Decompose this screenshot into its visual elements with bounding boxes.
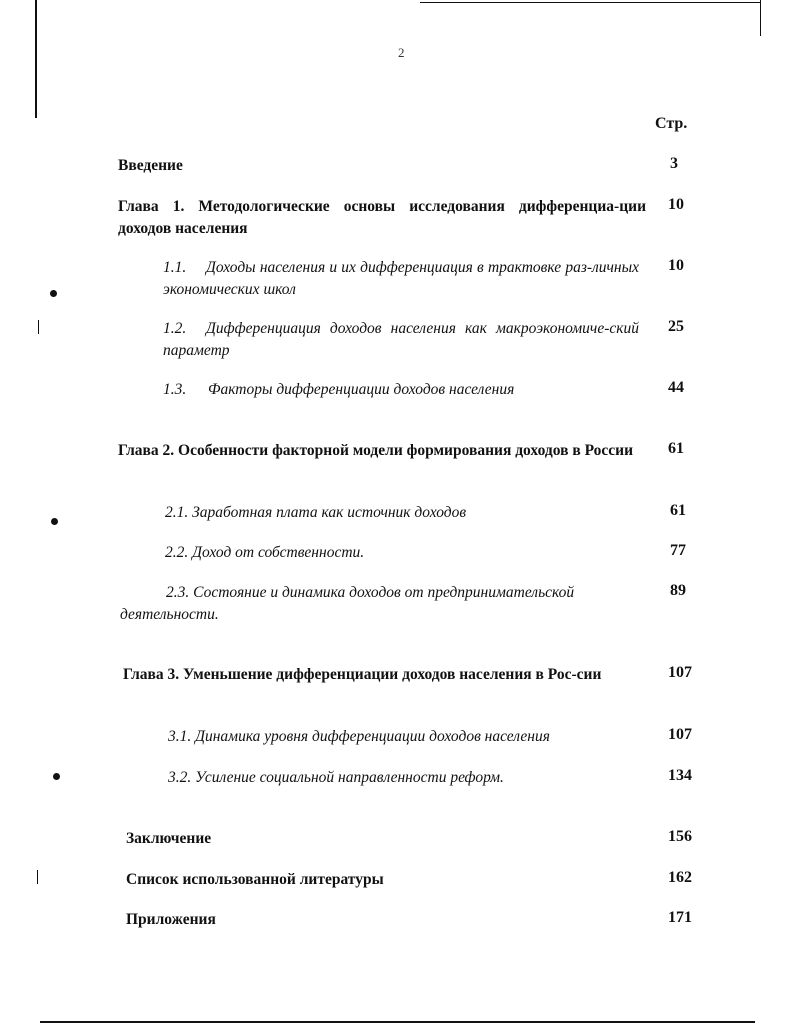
page-number: 2: [398, 45, 405, 60]
toc-page-section-1-3: 44: [668, 379, 684, 396]
toc-page-section-1-2: 25: [668, 318, 684, 335]
punch-hole-mark: [50, 290, 57, 297]
toc-page-intro: 3: [670, 155, 678, 172]
scan-mark: [38, 320, 39, 334]
toc-page-appendix: 171: [668, 909, 692, 926]
scan-edge-top: [420, 2, 760, 3]
toc-entry-section-2-1: 2.1. Заработная плата как источник доходов: [165, 504, 467, 521]
toc-page-chapter-3: 107: [668, 664, 692, 681]
toc-page-chapter-1: 10: [668, 196, 684, 213]
toc-entry-intro: Введение: [118, 157, 183, 174]
toc-entry-section-1-3: Факторы дифференциации доходов населения: [208, 381, 515, 398]
toc-entry-section-3-1: 3.1. Динамика уровня дифференциации доходов населения: [168, 728, 550, 745]
toc-entry-section-2-2: 2.2. Доход от собственности.: [165, 544, 365, 561]
toc-page-section-2-1: 61: [670, 502, 686, 519]
toc-section-number: 1.3.: [163, 381, 187, 398]
toc-page-section-3-1: 107: [668, 726, 692, 743]
scan-edge-bottom: [40, 1021, 755, 1023]
toc-entry-section-2-3: 2.3. Состояние и динамика доходов от предпринимательской деятельности.: [120, 584, 575, 623]
toc-page-references: 162: [668, 869, 692, 886]
toc-page-section-3-2: 134: [668, 767, 692, 784]
scan-edge-right: [760, 0, 761, 36]
toc-entry-chapter-3: Глава 3. Уменьшение дифференциации доходов населения в Рос-сии: [123, 666, 602, 683]
scan-edge-left: [35, 0, 37, 118]
toc-entry-section-3-2: 3.2. Усиление социальной направленности реформ.: [168, 769, 504, 786]
punch-hole-mark: [53, 773, 60, 780]
scan-mark: [37, 870, 38, 884]
toc-page-conclusion: 156: [668, 828, 692, 845]
toc-entry-chapter-2: Глава 2. Особенности факторной модели формирования доходов в России: [118, 442, 634, 459]
toc-section-number: 1.2.: [163, 320, 187, 337]
toc-page-section-2-2: 77: [670, 542, 686, 559]
toc-entry-conclusion: Заключение: [126, 830, 212, 847]
punch-hole-mark: [51, 518, 58, 525]
page-column-header: Стр.: [655, 115, 688, 132]
toc-entry-section-1-2: Дифференциация доходов населения как макроэкономиче-ский параметр: [163, 320, 639, 359]
toc-entry-appendix: Приложения: [126, 911, 216, 928]
toc-page-section-1-1: 10: [668, 257, 684, 274]
toc-page-chapter-2: 61: [668, 440, 684, 457]
toc-section-number: 1.1.: [163, 259, 187, 276]
toc-page-section-2-3: 89: [670, 582, 686, 599]
toc-entry-chapter-1: Глава 1. Методологические основы исследования дифференциа-ции доходов населения: [118, 198, 646, 237]
toc-entry-section-1-1: Доходы населения и их дифференциация в трактовке раз-личных экономических школ: [163, 259, 639, 298]
toc-entry-references: Список использованной литературы: [126, 871, 384, 888]
